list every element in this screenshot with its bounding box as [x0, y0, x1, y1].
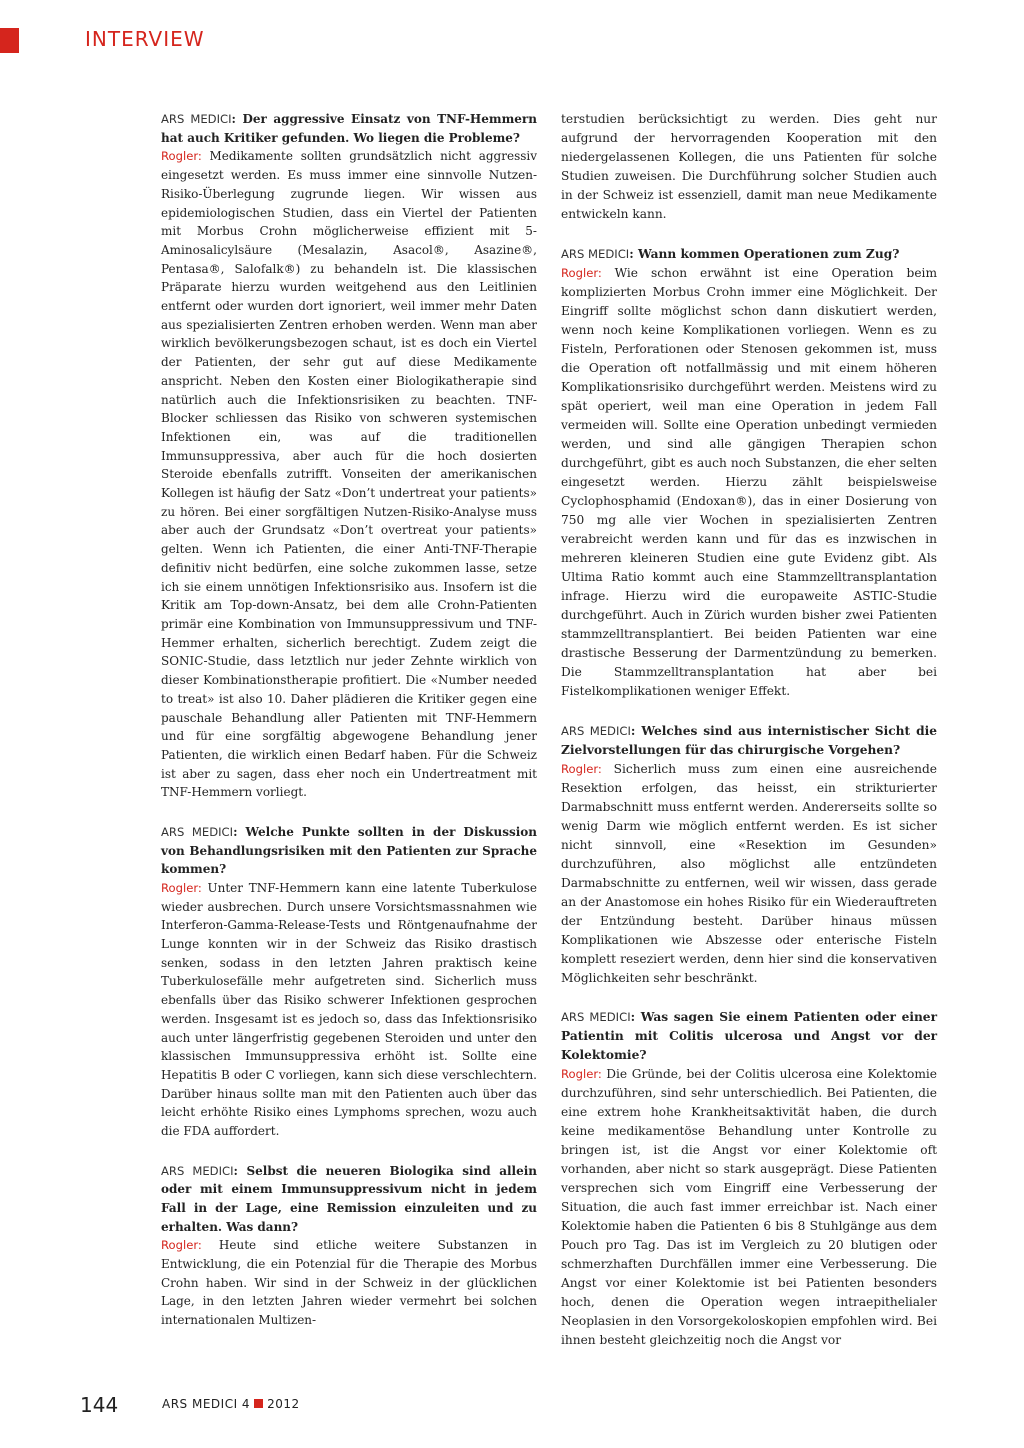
interviewer-label: ARS MEDICI	[561, 246, 630, 261]
footer-separator	[254, 1399, 263, 1408]
question: ARS MEDICI: Was sagen Sie einem Patienten oder einer Patientin mit Colitis ulcerosa und Angst vor der Kolektomie?	[561, 1010, 937, 1063]
interviewer-label: ARS MEDICI	[561, 1010, 631, 1025]
answer-text: Sicherlich muss zum einen eine ausreichende Resektion erfolgen, das heisst, ein strikturierter Darmabschnitt muss entfernt werden. Andererseits sollte so wenig Darm wie möglich entfernt werden. Es ist sicher nicht sinnvoll, eine «Resektion im Gesunden» durchzuführen, also möglichst alle entzündeten Darmabschnitte zu entfernen, weil wir wissen, dass gerade an der Anastomose ein hohes Risiko für ein Wiederauftreten der Entzündung besteht. Darüber hinaus müssen Komplikationen wie Abszesse oder enterische Fisteln komplett reseziert werden, denn hier sind die konservativen Möglichkeiten sehr beschränkt.	[561, 761, 938, 985]
interviewee-label: Rogler	[561, 1067, 598, 1082]
question: ARS MEDICI: Welche Punkte sollten in der Diskussion von Behandlungsrisiken mit den Patienten zur Sprache kommen?	[161, 824, 537, 877]
interviewee-label: Rogler	[161, 149, 198, 164]
interviewee-label: Rogler	[561, 761, 598, 776]
qa-block	[561, 245, 937, 701]
question-text: Wann kommen Operationen zum Zug?	[637, 246, 900, 261]
right-column	[561, 110, 937, 1371]
answer: Rogler: Die Gründe, bei der Colitis ulcerosa eine Kolektomie durchzuführen, sind sehr unterschiedlich. Bei Patienten, die eine extrem hohe Krankheitsaktivität haben, die durch keine medikamentöse Behandlung unter Kontrolle zu bringen ist, ist die Angst vor einer Kolektomie oft vorhanden, aber nicht so stark ausgeprägt. Diese Patienten versprechen sich vom Eingriff eine Verbesserung der Situation, die auch fast immer erreichbar ist. Nach einer Kolektomie haben die Patienten 6 bis 8 Stuhlgänge aus dem Pouch pro Tag. Das ist im Vergleich zu 20 blutigen oder schmerzhaften Durchfällen immer eine Verbesserung. Die Angst vor einer Kolektomie ist bei Patienten besonders hoch, denen die Operation wegen intraepithelialer Neoplasien in den Vorsorgekoloskopien empfohlen wird. Bei ihnen besteht gleichzeitig noch die Angst vor	[561, 1067, 937, 1348]
interviewer-label: ARS MEDICI	[561, 723, 631, 738]
journal-year: 2012	[267, 1397, 300, 1411]
interviewer-label: ARS MEDICI	[161, 112, 232, 126]
interviewer-label: ARS MEDICI	[161, 1163, 234, 1178]
continuation-block	[561, 110, 937, 224]
section-marker	[0, 28, 19, 53]
answer-text: Wie schon erwähnt ist eine Operation beim komplizierten Morbus Crohn immer eine Möglichkeit. Der Eingriff sollte möglichst schon dann diskutiert werden, wenn noch keine Komplikationen vorliegen. Wenn es zu Fisteln, Perforationen oder Stenosen gekommen ist, muss die Operation oft notfallmässig und mit einem höheren Komplikationsrisiko durchgeführt werden. Meistens wird zu spät operiert, weil man eine Operation in jedem Fall vermeiden will. Sollte eine Operation unbedingt vermieden werden, und sind alle gängigen Therapien schon durchgeführt, gibt es auch noch Substanzen, die eher selten eingesetzt werden. Hierzu zählt beispielsweise Cyclophosphamid (Endoxan®), das in einer Dosierung von 750 mg alle vier Wochen in spezialisierten Zentren verabreicht werden kann und für das es inzwischen in mehreren kleineren Studien eine gute Evidenz gibt. Als Ultima Ratio kommt auch eine Stammzelltransplantation infrage. Hierzu wird die europaweite ASTIC-Studie durchgeführt. Auch in Zürich wurden bisher zwei Patienten stammzelltransplantiert. Bei beiden Patienten war eine drastische Besserung der Darmentzündung zu bemerken. Die Stammzelltransplantation hat aber bei Fistelkomplikationen weniger Effekt.	[561, 265, 938, 698]
question: ARS MEDICI: Wann kommen Operationen zum Zug?	[561, 246, 900, 261]
question-text: Der aggressive Einsatz von TNF-Hemmern hat auch Kritiker gefunden. Wo liegen die Probleme?	[161, 112, 537, 145]
qa-block	[161, 1162, 537, 1330]
question-text: Was sagen Sie einem Patienten oder einer Patientin mit Colitis ulcerosa und Angst vor der Kolektomie?	[561, 1010, 937, 1063]
qa-block	[561, 1008, 937, 1350]
qa-block	[561, 722, 937, 988]
page-number: 144	[80, 1393, 119, 1417]
question: ARS MEDICI: Der aggressive Einsatz von TNF-Hemmern hat auch Kritiker gefunden. Wo liegen die Probleme?	[161, 112, 537, 145]
answer: Rogler: Wie schon erwähnt ist eine Operation beim komplizierten Morbus Crohn immer eine Möglichkeit. Der Eingriff sollte möglichst schon dann diskutiert werden, wenn noch keine Komplikationen vorliegen. Wenn es zu Fisteln, Perforationen oder Stenosen gekommen ist, muss die Operation oft notfallmässig und mit einem höheren Komplikationsrisiko durchgeführt werden. Meistens wird zu spät operiert, weil man eine Operation in jedem Fall vermeiden will. Sollte eine Operation unbedingt vermieden werden, und sind alle gängigen Therapien schon durchgeführt, gibt es auch noch Substanzen, die eher selten eingesetzt werden. Hierzu zählt beispielsweise Cyclophosphamid (Endoxan®), das in einer Dosierung von 750 mg alle vier Wochen in spezialisierten Zentren verabreicht werden kann und für das es inzwischen in mehreren kleineren Studien eine gute Evidenz gibt. Als Ultima Ratio kommt auch eine Stammzelltransplantation infrage. Hierzu wird die europaweite ASTIC-Studie durchgeführt. Auch in Zürich wurden bisher zwei Patienten stammzelltransplantiert. Bei beiden Patienten war eine drastische Besserung der Darmentzündung zu bemerken. Die Stammzelltransplantation hat aber bei Fistelkomplikationen weniger Effekt.	[561, 265, 938, 698]
question-text: Selbst die neueren Biologika sind allein oder mit einem Immunsuppressivum nicht in jedem Fall in der Lage, eine Remission einzuleiten und zu erhalten. Was dann?	[161, 1163, 537, 1234]
interviewee-label: Rogler	[561, 265, 598, 280]
journal-footer	[162, 1397, 300, 1411]
answer: Rogler: Sicherlich muss zum einen eine ausreichende Resektion erfolgen, das heisst, ein strikturierter Darmabschnitt muss entfernt werden. Andererseits sollte so wenig Darm wie möglich entfernt werden. Es ist sicher nicht sinnvoll, eine «Resektion im Gesunden» durchzuführen, also möglichst alle entzündeten Darmabschnitte zu entfernen, weil wir wissen, dass gerade an der Anastomose ein hohes Risiko für ein Wiederauftreten der Entzündung besteht. Darüber hinaus müssen Komplikationen wie Abszesse oder enterische Fisteln komplett reseziert werden, denn hier sind die konservativen Möglichkeiten sehr beschränkt.	[561, 761, 938, 985]
answer-text: Die Gründe, bei der Colitis ulcerosa eine Kolektomie durchzuführen, sind sehr unterschiedlich. Bei Patienten, die eine extrem hohe Krankheitsaktivität haben, die durch keine medikamentöse Behandlung unter Kontrolle zu bringen ist, ist die Angst vor einer Kolektomie oft vorhanden, aber nicht so stark ausgeprägt. Diese Patienten versprechen sich vom Eingriff eine Verbesserung der Situation, die auch fast immer erreichbar ist. Nach einer Kolektomie haben die Patienten 6 bis 8 Stuhlgänge aus dem Pouch pro Tag. Das ist im Vergleich zu 20 blutigen oder schmerzhaften Durchfällen immer eine Verbesserung. Die Angst vor einer Kolektomie ist bei Patienten besonders hoch, denen die Operation wegen intraepithelialer Neoplasien in den Vorsorgekoloskopien empfohlen wird. Bei ihnen besteht gleichzeitig noch die Angst vor	[561, 1067, 937, 1348]
qa-block	[161, 110, 537, 802]
answer-text: Heute sind etliche weitere Substanzen in Entwicklung, die ein Potenzial für die Therapie des Morbus Crohn haben. Wir sind in der Schweiz in der glücklichen Lage, in den letzten Jahren wieder vermehrt bei solchen internationalen Multizen-	[161, 1238, 537, 1328]
answer: Rogler: Medikamente sollten grundsätzlich nicht aggressiv eingesetzt werden. Es muss immer eine sinnvolle Nutzen-Risiko-Überlegung zugrunde liegen. Wir wissen aus epidemiologischen Studien, dass ein Viertel der Patienten mit Morbus Crohn möglicherweise effizient mit 5-Aminosalicylsäure (Mesalazin, Asacol®, Asazine®, Pentasa®, Salofalk®) zu behandeln ist. Die klassischen Präparate hierzu wurden weitgehend aus den Leitlinien entfernt oder wurden dort ignoriert, weil immer mehr Daten aus spezialisierten Zentren erhoben werden. Wenn man aber wirklich bevölkerungsbezogen schaut, ist es doch ein Viertel der Patienten, der sehr gut auf diese Medikamente anspricht. Neben den Kosten einer Biologikatherapie sind natürlich auch die Infektionsrisiken zu beachten. TNF-Blocker schliessen das Risiko von schweren systemischen Infektionen ein, was auf die traditionellen Immunsuppressiva, aber auch für die hoch dosierten Steroide ebenfalls zutrifft. Vonseiten der amerikanischen Kollegen ist häufig der Satz «Don’t undertreat your patients» zu hören. Bei einer sorgfältigen Nutzen-Risiko-Analyse muss aber auch der Grundsatz «Don’t overtreat your patients» gelten. Wenn ich Patienten, die einer Anti-TNF-Therapie definitiv nicht bedürfen, eine solche zukommen lasse, setze ich sie einem unnötigen Infektionsrisiko aus. Insofern ist die Kritik am Top-down-Ansatz, bei dem alle Crohn-Patienten primär eine Kombination von Immunsuppressivum und TNF-Hemmer erhalten, sicherlich berechtigt. Zudem zeigt die SONIC-Studie, dass letztlich nur jeder Zehnte wirklich von dieser Kombinationstherapie profitiert. Die «Number needed to treat» ist also 10. Daher plädieren die Kritiker gegen eine pauschale Behandlung aller Patienten mit TNF-Hemmern und für eine sorgfältig abgewogene Behandlung jener Patienten, die wirklich einen Bedarf haben. Für die Schweiz ist aber zu sagen, dass eher noch ein Undertreatment mit TNF-Hemmern vorliegt.	[161, 149, 538, 800]
question-text: Welches sind aus internistischer Sicht die Zielvorstellungen für das chirurgische Vorgehen?	[561, 723, 937, 757]
answer-text: Medikamente sollten grundsätzlich nicht aggressiv eingesetzt werden. Es muss immer eine sinnvolle Nutzen-Risiko-Überlegung zugrunde liegen. Wir wissen aus epidemiologischen Studien, dass ein Viertel der Patienten mit Morbus Crohn möglicherweise effizient mit 5-Aminosalicylsäure (Mesalazin, Asacol®, Asazine®, Pentasa®, Salofalk®) zu behandeln ist. Die klassischen Präparate hierzu wurden weitgehend aus den Leitlinien entfernt oder wurden dort ignoriert, weil immer mehr Daten aus spezialisierten Zentren erhoben werden. Wenn man aber wirklich bevölkerungsbezogen schaut, ist es doch ein Viertel der Patienten, der sehr gut auf diese Medikamente anspricht. Neben den Kosten einer Biologikatherapie sind natürlich auch die Infektionsrisiken zu beachten. TNF-Blocker schliessen das Risiko von schweren systemischen Infektionen ein, was auf die traditionellen Immunsuppressiva, aber auch für die hoch dosierten Steroide ebenfalls zutrifft. Vonseiten der amerikanischen Kollegen ist häufig der Satz «Don’t undertreat your patients» zu hören. Bei einer sorgfältigen Nutzen-Risiko-Analyse muss aber auch der Grundsatz «Don’t overtreat your patients» gelten. Wenn ich Patienten, die einer Anti-TNF-Therapie definitiv nicht bedürfen, eine solche zukommen lasse, setze ich sie einem unnötigen Infektionsrisiko aus. Insofern ist die Kritik am Top-down-Ansatz, bei dem alle Crohn-Patienten primär eine Kombination von Immunsuppressivum und TNF-Hemmer erhalten, sicherlich berechtigt. Zudem zeigt die SONIC-Studie, dass letztlich nur jeder Zehnte wirklich von dieser Kombinationstherapie profitiert. Die «Number needed to treat» ist also 10. Daher plädieren die Kritiker gegen eine pauschale Behandlung aller Patienten mit TNF-Hemmern und für eine sorgfältig abgewogene Behandlung jener Patienten, die wirklich einen Bedarf haben. Für die Schweiz ist aber zu sagen, dass eher noch ein Undertreatment mit TNF-Hemmern vorliegt.	[161, 149, 538, 800]
question: ARS MEDICI: Selbst die neueren Biologika sind allein oder mit einem Immunsuppressivum nicht in jedem Fall in der Lage, eine Remission einzuleiten und zu erhalten. Was dann?	[161, 1163, 537, 1234]
continuation-text: terstudien berücksichtigt zu werden. Dies geht nur aufgrund der hervorragenden Kooperation mit den niedergelassenen Kollegen, die uns Patienten für solche Studien zuweisen. Die Durchführung solcher Studien auch in der Schweiz ist essenziell, damit man neue Medikamente entwickeln kann.	[561, 112, 937, 221]
answer: Rogler: Unter TNF-Hemmern kann eine latente Tuberkulose wieder ausbrechen. Durch unsere Vorsichtsmassnahmen wie Interferon-Gamma-Release-Tests und Röntgenaufnahme der Lunge konnten wir in der Schweiz das Risiko drastisch senken, sodass in den letzten Jahren praktisch keine Tuberkulosefälle mehr aufgetreten sind. Sicherlich muss ebenfalls über das Risiko schwerer Infektionen gesprochen werden. Insgesamt ist es jedoch so, dass das Infektionsrisiko auch unter längerfristig gegebenen Steroiden und unter den klassischen Immunsuppressiva erhöht ist. Sollte eine Hepatitis B oder C vorliegen, kann sich diese verschlechtern. Darüber hinaus sollte man mit den Patienten auch über das leicht erhöhte Risiko eines Lymphoms sprechen, wozu auch die FDA auffordert.	[161, 880, 537, 1139]
question-text: Welche Punkte sollten in der Diskussion von Behandlungsrisiken mit den Patienten zur Sprache kommen?	[161, 824, 537, 877]
journal-name: ARS MEDICI 4	[162, 1397, 251, 1411]
section-title: INTERVIEW	[85, 27, 205, 51]
answer-text: Unter TNF-Hemmern kann eine latente Tuberkulose wieder ausbrechen. Durch unsere Vorsichtsmassnahmen wie Interferon-Gamma-Release-Tests und Röntgenaufnahme der Lunge konnten wir in der Schweiz das Risiko drastisch senken, sodass in den letzten Jahren praktisch keine Tuberkulosefälle mehr aufgetreten sind. Sicherlich muss ebenfalls über das Risiko schwerer Infektionen gesprochen werden. Insgesamt ist es jedoch so, dass das Infektionsrisiko auch unter längerfristig gegebenen Steroiden und unter den klassischen Immunsuppressiva erhöht ist. Sollte eine Hepatitis B oder C vorliegen, kann sich diese verschlechtern. Darüber hinaus sollte man mit den Patienten auch über das leicht erhöhte Risiko eines Lymphoms sprechen, wozu auch die FDA auffordert.	[161, 880, 537, 1139]
answer: Rogler: Heute sind etliche weitere Substanzen in Entwicklung, die ein Potenzial für die Therapie des Morbus Crohn haben. Wir sind in der Schweiz in der glücklichen Lage, in den letzten Jahren wieder vermehrt bei solchen internationalen Multizen-	[161, 1238, 537, 1328]
interviewee-label: Rogler	[161, 1238, 198, 1253]
interviewee-label: Rogler	[161, 880, 198, 895]
left-column	[161, 110, 537, 1351]
question: ARS MEDICI: Welches sind aus internistischer Sicht die Zielvorstellungen für das chirurgische Vorgehen?	[561, 723, 937, 757]
interviewer-label: ARS MEDICI	[161, 824, 234, 839]
qa-block	[161, 823, 537, 1141]
